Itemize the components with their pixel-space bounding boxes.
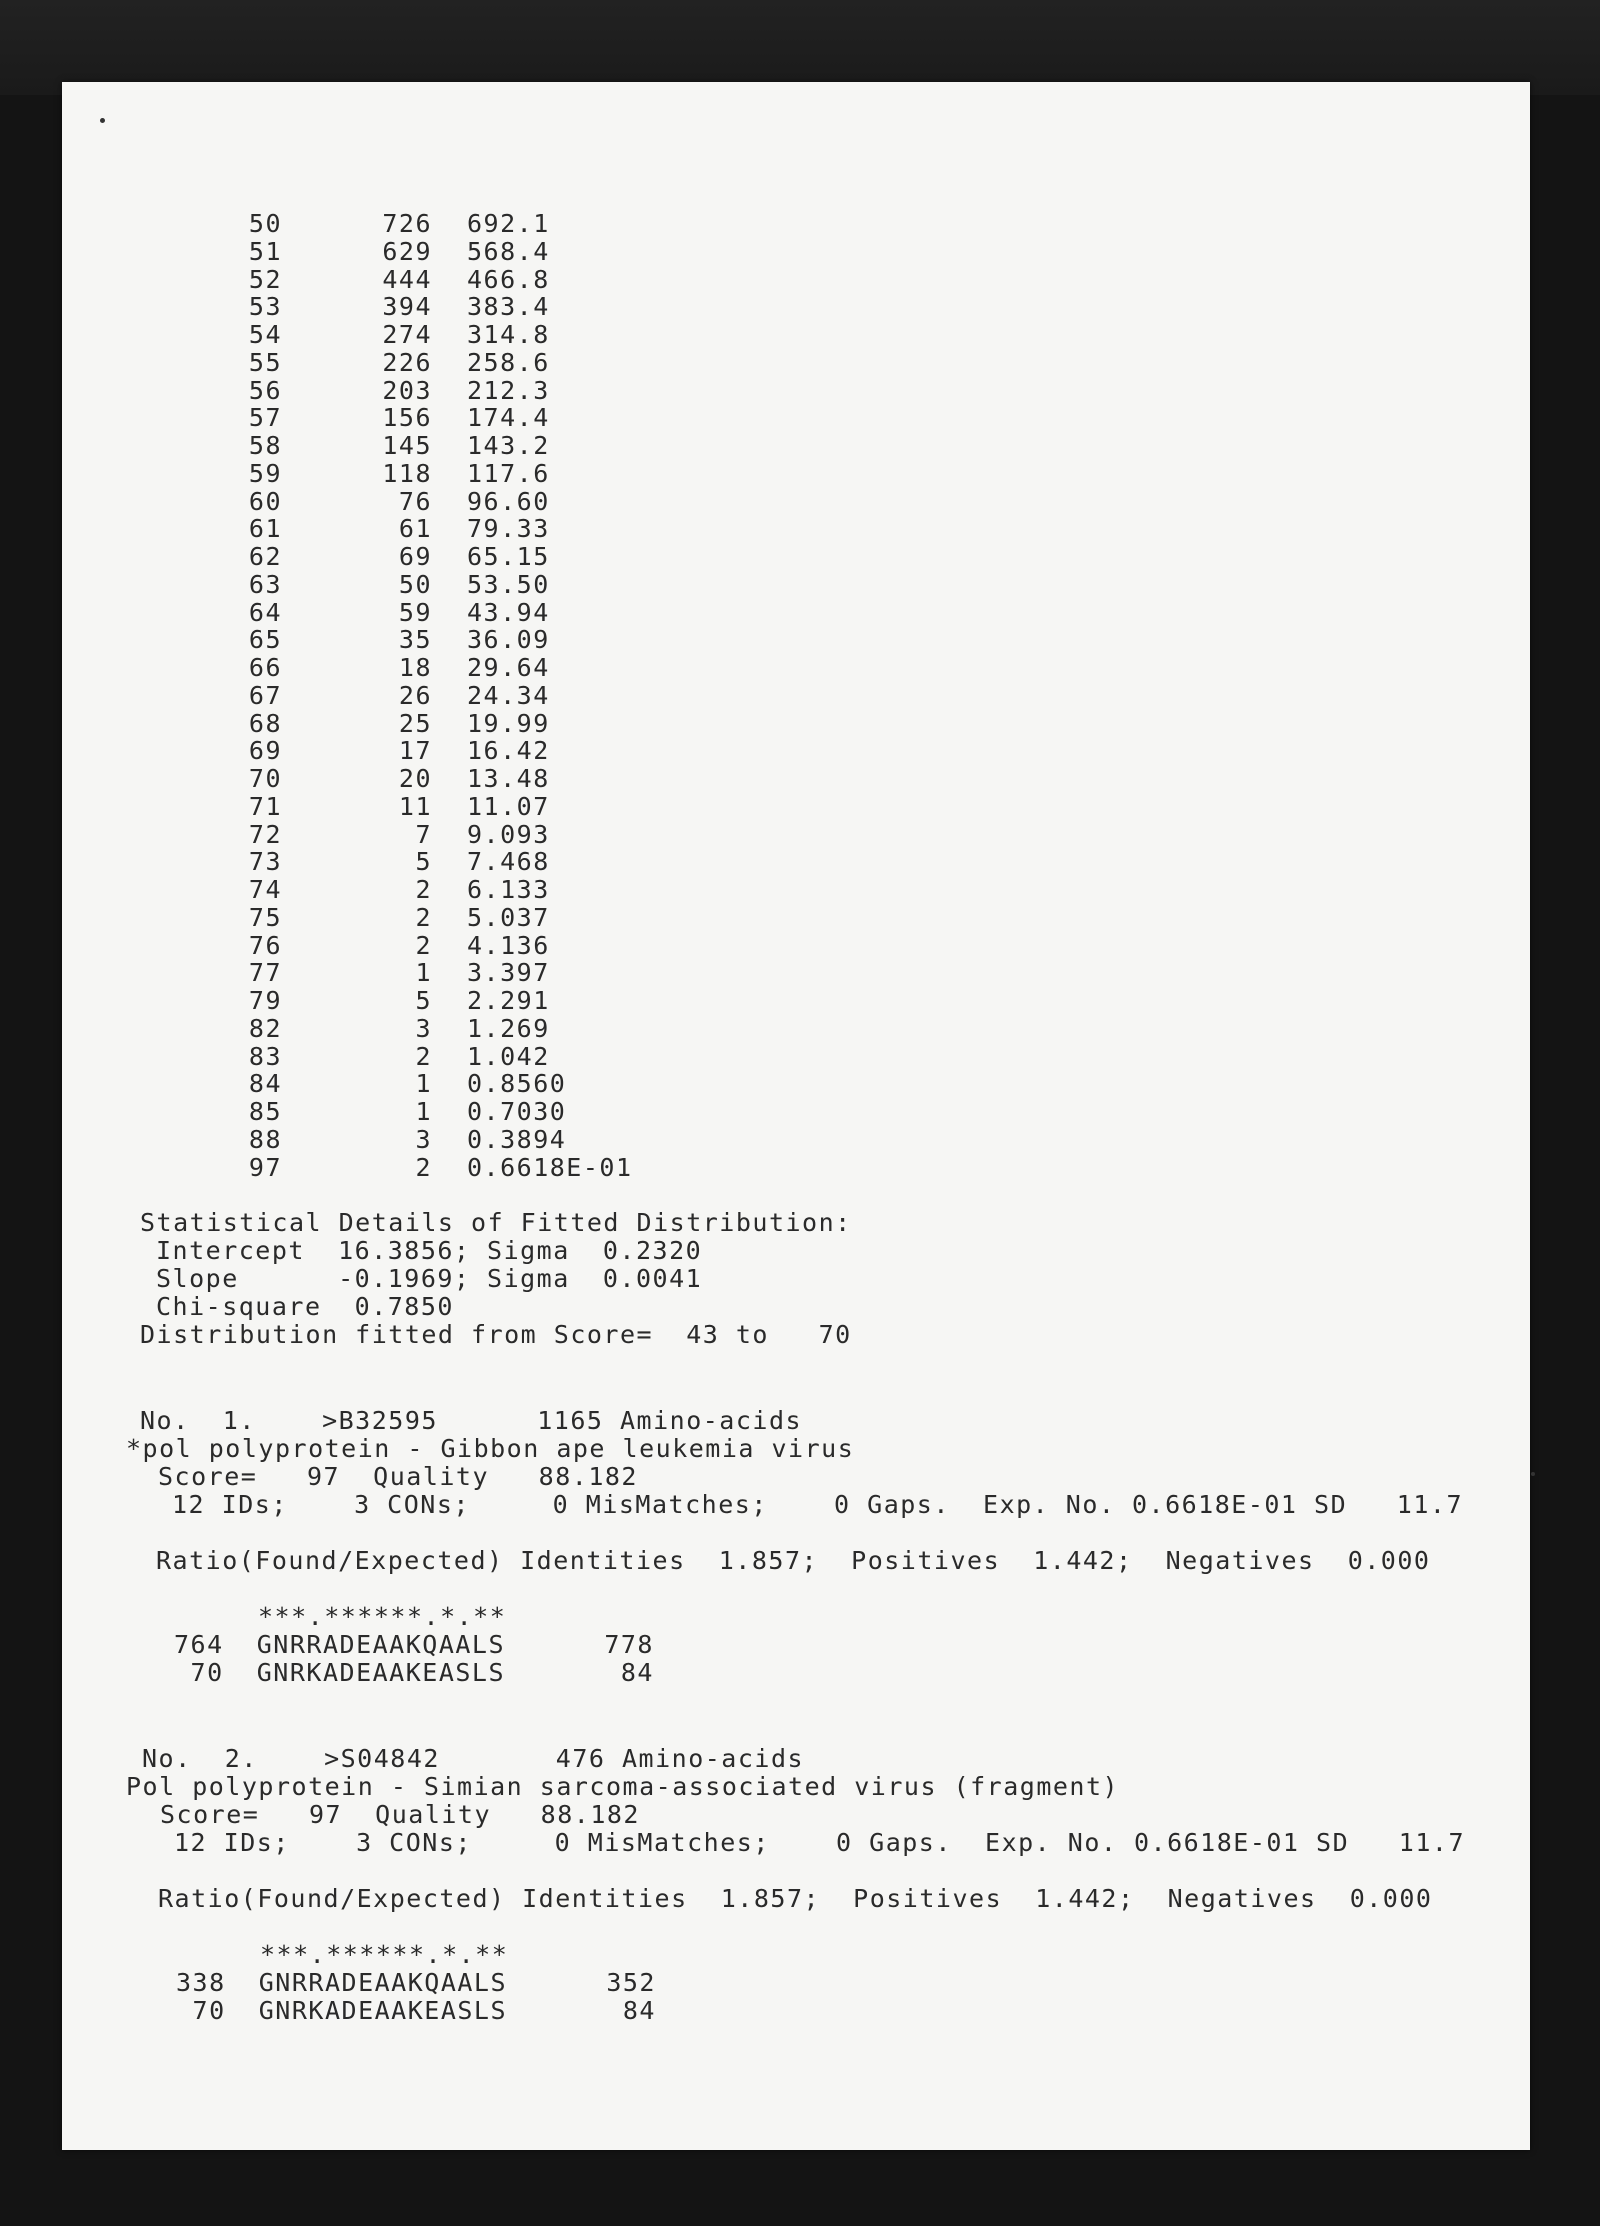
paper-speck [100,118,105,123]
stats-fit-range: Distribution fitted from Score= 43 to 70 [140,1320,852,1349]
hit2-title: Pol polyprotein - Simian sarcoma-associated virus (fragment) [126,1772,1120,1801]
observed-cell: 1 [415,1097,432,1126]
stats-heading: Statistical Details of Fitted Distribution: [140,1208,852,1237]
table-row [62,1043,762,1071]
expected-cell: 2.291 [467,986,550,1015]
score-cell: 73 [248,847,282,877]
score-cell: 69 [248,736,282,766]
observed-cell: 1 [415,1069,432,1099]
observed-cell: 20 [398,764,432,793]
expected-cell: 0.8560 [467,1069,567,1099]
observed-cell: 629 [382,236,432,266]
score-cell: 79 [248,986,282,1015]
observed-cell: 7 [415,819,432,849]
expected-cell: 11.07 [467,791,550,821]
table-row [62,432,762,460]
observed-cell: 59 [398,597,432,627]
score-cell: 68 [248,708,282,738]
expected-cell: 3.397 [467,958,550,988]
score-cell: 56 [248,375,282,405]
score-cell: 82 [248,1013,282,1043]
expected-cell: 4.136 [467,930,550,960]
score-cell: 58 [248,431,282,460]
stats-intercept: Intercept 16.3856; Sigma 0.2320 [156,1236,703,1265]
hit1-subject-line: 70 GNRKADEAAKEASLS 84 [174,1658,654,1687]
expected-cell: 13.48 [467,764,550,793]
expected-cell: 7.468 [467,847,550,877]
observed-cell: 203 [382,375,432,405]
expected-cell: 383.4 [467,292,550,322]
observed-cell: 11 [398,791,432,821]
score-cell: 65 [248,625,282,655]
expected-cell: 43.94 [467,597,550,627]
observed-cell: 76 [398,486,432,516]
expected-cell: 314.8 [467,320,550,349]
expected-cell: 65.15 [467,542,550,571]
expected-cell: 96.60 [467,486,550,516]
table-row [62,1126,762,1154]
expected-cell: 0.7030 [467,1097,567,1126]
observed-cell: 726 [382,209,432,238]
score-cell: 77 [248,958,282,988]
expected-cell: 0.6618E-01 [467,1152,633,1182]
table-row [62,848,762,876]
table-row [62,1098,762,1126]
expected-cell: 1.269 [467,1013,550,1043]
table-row [62,765,762,793]
scan-backdrop [0,0,1600,95]
hit1-header: No. 1. >B32595 1165 Amino-acids [140,1406,803,1435]
observed-cell: 2 [415,1152,432,1182]
paper-speck [1531,1472,1535,1476]
expected-cell: 5.037 [467,902,550,932]
observed-cell: 69 [398,542,432,571]
score-cell: 70 [248,764,282,793]
observed-cell: 1 [415,958,432,988]
document-page [62,82,1530,2150]
table-row [62,1015,762,1043]
score-cell: 72 [248,819,282,849]
table-row [62,349,762,377]
score-cell: 63 [248,569,282,599]
table-row [62,238,762,266]
hit1-score: Score= 97 Quality 88.182 [158,1462,638,1491]
observed-cell: 145 [382,431,432,460]
table-row [62,1070,762,1098]
score-cell: 74 [248,875,282,904]
table-row [62,682,762,710]
table-row [62,266,762,294]
expected-cell: 53.50 [467,569,550,599]
observed-cell: 118 [382,458,432,488]
table-row [62,321,762,349]
hit2-subject-line: 70 GNRKADEAAKEASLS 84 [176,1996,656,2025]
observed-cell: 18 [398,653,432,682]
observed-cell: 2 [415,902,432,932]
hit1-counts: 12 IDs; 3 CONs; 0 MisMatches; 0 Gaps. Exp. No. 0.6618E-01 SD 11.7 [172,1490,1463,1519]
table-row [62,515,762,543]
expected-cell: 568.4 [467,236,550,266]
expected-cell: 79.33 [467,514,550,544]
score-cell: 59 [248,458,282,488]
table-row [62,571,762,599]
table-row [62,599,762,627]
expected-cell: 692.1 [467,209,550,238]
observed-cell: 2 [415,930,432,960]
hit1-ratio: Ratio(Found/Expected) Identities 1.857; Positives 1.442; Negatives 0.000 [156,1546,1431,1575]
score-cell: 55 [248,347,282,377]
observed-cell: 50 [398,569,432,599]
table-row [62,293,762,321]
score-cell: 76 [248,930,282,960]
table-row [62,932,762,960]
table-row [62,904,762,932]
expected-cell: 9.093 [467,819,550,849]
score-cell: 52 [248,264,282,294]
expected-cell: 1.042 [467,1041,550,1071]
table-row [62,377,762,405]
observed-cell: 156 [382,403,432,433]
table-row [62,876,762,904]
observed-cell: 3 [415,1013,432,1043]
observed-cell: 5 [415,986,432,1015]
stats-slope: Slope -0.1969; Sigma 0.0041 [156,1264,703,1293]
score-cell: 67 [248,680,282,710]
score-cell: 85 [248,1097,282,1126]
table-row [62,959,762,987]
expected-cell: 174.4 [467,403,550,433]
hit2-score: Score= 97 Quality 88.182 [160,1800,640,1829]
hit2-ratio: Ratio(Found/Expected) Identities 1.857; Positives 1.442; Negatives 0.000 [158,1884,1433,1913]
table-row [62,626,762,654]
table-row [62,1154,762,1182]
hit2-match-line: ***.******.*.** [260,1940,509,1969]
score-cell: 61 [248,514,282,544]
score-cell: 51 [248,236,282,266]
expected-cell: 16.42 [467,736,550,766]
score-cell: 75 [248,902,282,932]
score-cell: 50 [248,209,282,238]
score-cell: 88 [248,1124,282,1154]
table-row [62,654,762,682]
observed-cell: 26 [398,680,432,710]
observed-cell: 61 [398,514,432,544]
table-row [62,488,762,516]
hit1-match-line: ***.******.*.** [258,1602,507,1631]
expected-cell: 36.09 [467,625,550,655]
observed-cell: 5 [415,847,432,877]
observed-cell: 226 [382,347,432,377]
score-cell: 84 [248,1069,282,1099]
observed-cell: 17 [398,736,432,766]
score-cell: 83 [248,1041,282,1071]
table-row [62,987,762,1015]
table-row [62,460,762,488]
hit1-title: *pol polyprotein - Gibbon ape leukemia virus [126,1434,855,1463]
score-cell: 60 [248,486,282,516]
observed-cell: 2 [415,875,432,904]
expected-cell: 6.133 [467,875,550,904]
table-row [62,210,762,238]
observed-cell: 25 [398,708,432,738]
score-cell: 66 [248,653,282,682]
score-cell: 64 [248,597,282,627]
table-row [62,543,762,571]
score-cell: 54 [248,320,282,349]
score-cell: 71 [248,791,282,821]
expected-cell: 29.64 [467,653,550,682]
expected-cell: 117.6 [467,458,550,488]
table-row [62,710,762,738]
observed-cell: 3 [415,1124,432,1154]
hit1-query-line: 764 GNRRADEAAKQAALS 778 [174,1630,654,1659]
observed-cell: 2 [415,1041,432,1071]
table-row [62,821,762,849]
table-row [62,737,762,765]
observed-cell: 274 [382,320,432,349]
expected-cell: 143.2 [467,431,550,460]
expected-cell: 212.3 [467,375,550,405]
score-cell: 97 [248,1152,282,1182]
hit2-counts: 12 IDs; 3 CONs; 0 MisMatches; 0 Gaps. Exp. No. 0.6618E-01 SD 11.7 [174,1828,1465,1857]
expected-cell: 19.99 [467,708,550,738]
table-row [62,793,762,821]
observed-cell: 35 [398,625,432,655]
table-row [62,404,762,432]
stats-chi-square: Chi-square 0.7850 [156,1292,454,1321]
observed-cell: 394 [382,292,432,322]
hit2-query-line: 338 GNRRADEAAKQAALS 352 [176,1968,656,1997]
score-cell: 53 [248,292,282,322]
expected-cell: 466.8 [467,264,550,294]
observed-cell: 444 [382,264,432,294]
hit2-header: No. 2. >S04842 476 Amino-acids [142,1744,805,1773]
score-cell: 57 [248,403,282,433]
score-cell: 62 [248,542,282,571]
expected-cell: 24.34 [467,680,550,710]
expected-cell: 0.3894 [467,1124,567,1154]
expected-cell: 258.6 [467,347,550,377]
